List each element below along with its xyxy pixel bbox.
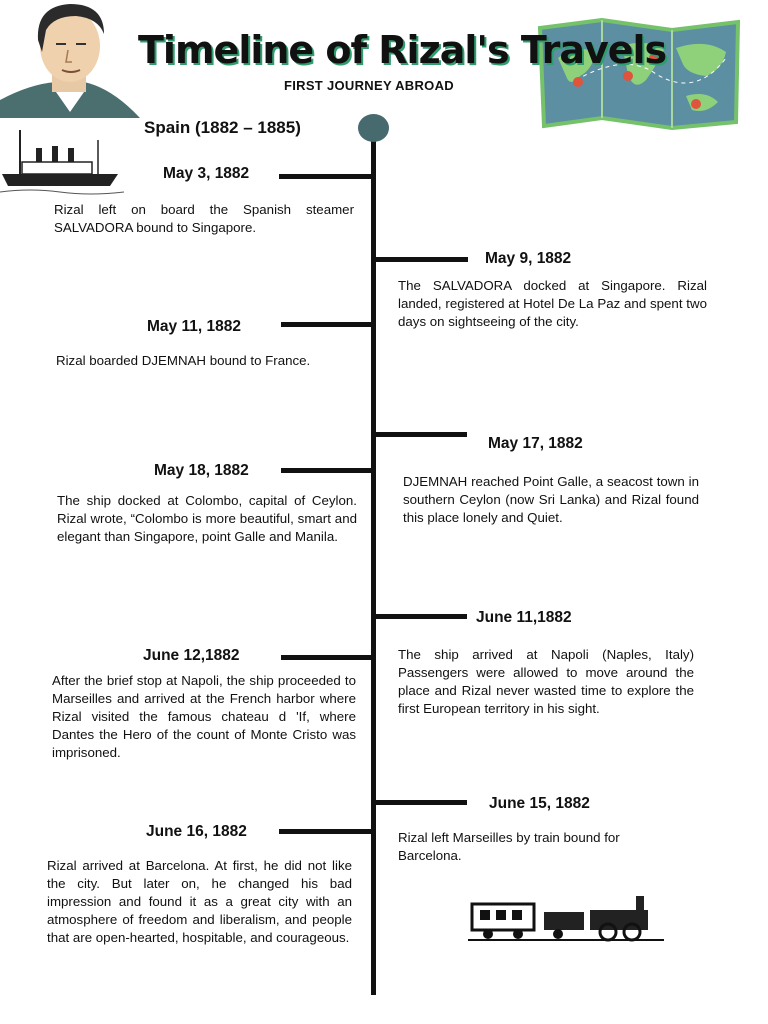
timeline-tick — [279, 829, 373, 834]
event-description: Rizal boarded DJEMNAH bound to France. — [56, 353, 311, 368]
event-description: After the brief stop at Napoli, the ship proceeded to Marseilles and arrived at the French harbor where Rizal visited the famous chateau d 'If, where Dantes the Hero of the count of Monte Cristo was imprisoned. — [52, 673, 356, 760]
timeline-start-node — [358, 114, 389, 142]
event-date: May 17, 1882 — [488, 435, 583, 452]
timeline-tick — [281, 322, 373, 327]
event-description: Rizal left Marseilles by train bound for Barcelona. — [398, 830, 620, 863]
event-date: May 11, 1882 — [147, 318, 241, 335]
event-date: June 16, 1882 — [146, 823, 247, 840]
section-heading: Spain (1882 – 1885) — [144, 118, 301, 137]
portrait-illustration — [0, 0, 140, 118]
event-date: June 11,1882 — [476, 609, 572, 626]
train-icon — [468, 888, 664, 942]
event-date: May 3, 1882 — [163, 165, 250, 182]
event-description: Rizal left on board the Spanish steamer SALVADORA bound to Singapore. — [54, 202, 354, 235]
event-description: The SALVADORA docked at Singapore. Rizal landed, registered at Hotel De La Paz and spent two days on sightseeing of the city. — [398, 278, 707, 329]
timeline-tick — [281, 468, 373, 473]
page-title: Timeline of Rizal's Travels — [138, 28, 667, 72]
steamship-icon — [0, 124, 124, 202]
event-date: June 12,1882 — [143, 647, 240, 664]
timeline-tick — [373, 800, 467, 805]
event-date: June 15, 1882 — [489, 795, 590, 812]
event-description: Rizal arrived at Barcelona. At first, he did not like the city. But later on, he changed his bad impression and found it as a great city with an atmosphere of freedom and liberalism, and people that are open-hearted, hospitable, and courageous. — [47, 858, 352, 945]
event-description: The ship arrived at Napoli (Naples, Italy) Passengers were allowed to move around the place and Rizal never wasted time to explore the first European territory in his sight. — [398, 647, 694, 716]
timeline-tick — [279, 174, 373, 179]
event-description: The ship docked at Colombo, capital of Ceylon. Rizal wrote, “Colombo is more beautiful, smart and elegant than Singapore, point Galle and Manila. — [57, 493, 357, 544]
timeline-axis — [371, 136, 376, 995]
page-subtitle: FIRST JOURNEY ABROAD — [284, 78, 454, 93]
event-date: May 9, 1882 — [485, 250, 572, 267]
timeline-tick — [373, 432, 467, 437]
timeline-tick — [373, 257, 468, 262]
event-description: DJEMNAH reached Point Galle, a seacost town in southern Ceylon (now Sri Lanka) and Rizal found this place lonely and Quiet. — [403, 474, 699, 525]
timeline-tick — [281, 655, 373, 660]
event-date: May 18, 1882 — [154, 462, 249, 479]
timeline-tick — [373, 614, 467, 619]
